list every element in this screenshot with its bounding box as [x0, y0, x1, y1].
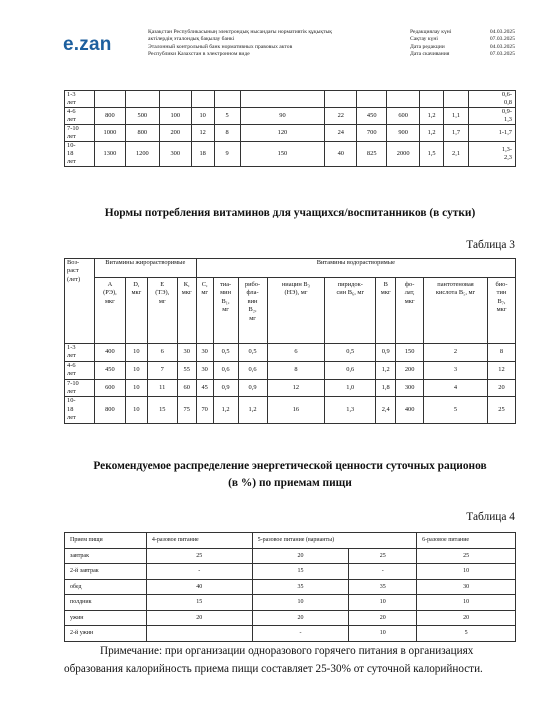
value-cell: 70	[196, 397, 213, 423]
date-label: Сақтау күні	[410, 36, 438, 43]
note-text: Примечание: при организации одноразового горячего питания в организациях образования калорийность приема пищи составляет 25-30% от суточной калорийности.	[64, 645, 483, 675]
date-value: 07.03.2025	[489, 51, 515, 58]
value-cell: 10	[349, 595, 417, 611]
value-cell: 10	[125, 344, 147, 362]
value-cell: 1,2	[213, 397, 238, 423]
date-label: Редакциялау күні	[410, 29, 452, 35]
value-cell: 900	[387, 125, 420, 142]
column-header-cell-line: вин	[247, 297, 258, 305]
date-value: 04.03.2025	[489, 43, 515, 50]
age-header-cell-line: раст	[67, 267, 79, 275]
value-cell: 1,2	[420, 108, 444, 125]
value-cell: 20	[487, 379, 515, 397]
column-header-cell-line: мг	[201, 289, 208, 297]
value-cell-line: 0,8	[504, 99, 512, 106]
value-cell: 10	[252, 595, 349, 611]
table-row	[65, 579, 516, 595]
value-cell: 120	[240, 125, 325, 142]
column-header-cell	[125, 278, 147, 344]
table-row	[65, 91, 516, 108]
value-cell: 1,5	[420, 142, 444, 167]
header-line: актілердің эталондық бақылау банкі	[148, 36, 235, 43]
value-cell: 40	[325, 142, 357, 167]
value-cell: 25	[349, 548, 417, 564]
column-header-cell-line: мкг	[131, 289, 142, 297]
value-cell: -	[349, 564, 417, 580]
table-row	[65, 142, 516, 167]
column-header-cell-line: К,	[183, 281, 190, 288]
age-cell	[65, 344, 95, 362]
column-header-cell	[487, 278, 515, 344]
value-cell: 30	[417, 579, 516, 595]
meal-label-cell: полдник	[65, 595, 147, 611]
value-cell: 150	[396, 344, 424, 362]
column-header-cell-line: мг	[222, 306, 229, 314]
value-cell: 10	[125, 379, 147, 397]
age-cell	[65, 125, 95, 142]
value-cell	[159, 91, 191, 108]
value-cell: 30	[196, 361, 213, 379]
value-cell-line: 1,3-	[501, 146, 512, 153]
value-cell: 1,1	[444, 108, 469, 125]
value-cell: 10	[125, 361, 147, 379]
value-cell: 25	[417, 548, 516, 564]
value-cell: 7	[147, 361, 177, 379]
age-cell-line: 18	[67, 150, 74, 157]
value-cell	[240, 91, 325, 108]
value-cell: 1,7	[444, 125, 469, 142]
value-cell: 0,9	[238, 379, 267, 397]
meal-label-cell: 2-й завтрак	[65, 564, 147, 580]
value-cell: 9	[214, 142, 240, 167]
table3-number: Таблица 3	[466, 239, 515, 251]
table-row	[65, 108, 516, 125]
age-cell-line: 1-3	[67, 91, 76, 98]
value-cell-line: 0,6-	[501, 91, 512, 98]
column-header-cell	[325, 278, 376, 344]
value-cell: 4	[424, 379, 488, 397]
column-header-cell-line: мг	[158, 297, 166, 305]
value-cell: 10	[125, 397, 147, 423]
value-cell: 2	[424, 344, 488, 362]
age-cell-line: 1-3	[67, 344, 76, 351]
value-cell: 40	[146, 579, 252, 595]
value-cell: 60	[177, 379, 196, 397]
value-cell-line: 0,9-	[501, 108, 512, 115]
fat-soluble-group-header: Витамины жирорастворимые	[94, 259, 196, 278]
value-cell: 825	[357, 142, 387, 167]
header-date-row	[410, 44, 515, 51]
value-cell: 0,5	[325, 344, 376, 362]
meal-label-cell: обед	[65, 579, 147, 595]
value-cell: 8	[214, 125, 240, 142]
meal-label-cell: завтрак	[65, 548, 147, 564]
table-header-row	[65, 259, 516, 278]
value-cell: 700	[357, 125, 387, 142]
value-cell	[125, 91, 159, 108]
column-header-cell-line: B₁,	[221, 297, 230, 305]
column-header-cell	[196, 278, 213, 344]
value-cell: 6	[267, 344, 325, 362]
header-date-row	[410, 36, 515, 43]
column-header-cell-line: тин	[496, 289, 507, 297]
age-header-cell-line: (лет)	[67, 275, 81, 283]
value-cell: 0,6	[325, 361, 376, 379]
table-row	[65, 626, 516, 642]
value-cell: -	[252, 626, 349, 642]
value-cell: 450	[94, 361, 125, 379]
column-header-cell	[238, 278, 267, 344]
value-cell	[191, 91, 214, 108]
table-row	[65, 595, 516, 611]
value-cell	[420, 91, 444, 108]
value-cell: 1,2	[420, 125, 444, 142]
column-header-cell-line: Е	[160, 281, 165, 288]
value-cell: 11	[147, 379, 177, 397]
value-cell: 20	[252, 548, 349, 564]
value-cell: 90	[240, 108, 325, 125]
age-cell-line: лет	[67, 99, 76, 106]
age-cell-line: 10-	[67, 142, 76, 149]
date-label: Дата редакции	[410, 43, 445, 50]
age-cell-line: лет	[67, 133, 76, 140]
date-value: 04.03.2025	[489, 29, 515, 35]
age-cell-line: лет	[67, 370, 76, 378]
age-cell-line: 4-6	[67, 361, 76, 369]
column-header-cell-line: тиа-	[220, 281, 232, 288]
value-cell: 35	[349, 579, 417, 595]
column-header-cell-line: фо-	[404, 281, 415, 288]
value-cell: 20	[349, 610, 417, 626]
value-cell: 0,9	[213, 379, 238, 397]
value-cell: 15	[146, 595, 252, 611]
column-header-cell-line: био-	[495, 281, 508, 288]
age-header-cell-line: Воз-	[67, 259, 80, 266]
value-cell: 1,3	[325, 397, 376, 423]
value-cell	[357, 91, 387, 108]
age-cell-line: лет	[67, 414, 76, 422]
value-cell: 0,6	[238, 361, 267, 379]
value-cell: 450	[357, 108, 387, 125]
value-cell: 20	[417, 610, 516, 626]
column-header-cell	[396, 278, 424, 344]
table-row	[65, 610, 516, 626]
value-cell: 200	[159, 125, 191, 142]
value-cell	[444, 91, 469, 108]
column-header-cell-line: С,	[201, 281, 208, 288]
value-cell	[214, 91, 240, 108]
column-header-cell-line: мин	[220, 289, 232, 297]
value-cell: 12	[191, 125, 214, 142]
table-row	[65, 564, 516, 580]
value-cell: 3	[424, 361, 488, 379]
value-cell	[469, 108, 516, 125]
header-source-text	[148, 29, 408, 59]
date-value: 07.03.2025	[489, 36, 515, 43]
column-header-cell-line: пиридок-	[337, 281, 363, 288]
column-header-cell-line: мкг	[181, 289, 192, 297]
value-cell: 8	[267, 361, 325, 379]
column-header-cell: 5-разовое питание (варианты)	[252, 533, 417, 549]
column-header-cell	[147, 278, 177, 344]
value-cell: 8	[487, 344, 515, 362]
ezan-logo: e.zan	[63, 34, 112, 55]
table4-title	[64, 458, 516, 492]
value-cell: 16	[267, 397, 325, 423]
value-cell: 0,5	[238, 344, 267, 362]
table-row	[65, 548, 516, 564]
value-cell: 15	[252, 564, 349, 580]
value-cell: 800	[94, 397, 125, 423]
value-cell: 0,5	[213, 344, 238, 362]
column-header-cell	[213, 278, 238, 344]
value-cell	[469, 91, 516, 108]
value-cell: 10	[417, 564, 516, 580]
age-cell-line: 10-	[67, 397, 76, 405]
value-cell: 0,9	[376, 344, 396, 362]
table4-number: Таблица 4	[466, 511, 515, 523]
value-cell: 1000	[94, 125, 125, 142]
column-header-cell-line: мкг	[380, 289, 391, 297]
table-header-row	[65, 533, 516, 549]
value-cell: 12	[487, 361, 515, 379]
value-cell: 300	[396, 379, 424, 397]
value-cell: 20	[146, 610, 252, 626]
column-header-cell	[177, 278, 196, 344]
value-cell: 600	[387, 108, 420, 125]
age-cell-line: 4-6	[67, 108, 76, 115]
value-cell: 10	[417, 595, 516, 611]
value-cell: 400	[396, 397, 424, 423]
table-row	[65, 344, 516, 362]
age-cell	[65, 379, 95, 397]
column-header-cell	[376, 278, 396, 344]
column-header-cell-line: фла-	[246, 289, 259, 297]
energy-distribution-table	[64, 532, 516, 642]
value-cell: 2,4	[376, 397, 396, 423]
value-cell: 10	[191, 108, 214, 125]
column-header-cell-line: B	[383, 281, 388, 288]
column-header-cell: 4-разовое питание	[146, 533, 252, 549]
column-header-cell-line: B₇,	[497, 297, 506, 305]
column-header-cell-line: мкг	[496, 306, 507, 314]
value-cell: 55	[177, 361, 196, 379]
value-cell: 2,1	[444, 142, 469, 167]
value-cell: 0,6	[213, 361, 238, 379]
column-header-cell	[267, 278, 325, 344]
age-cell-line: лет	[67, 116, 76, 123]
value-cell: 22	[325, 108, 357, 125]
column-header-cell-line: пантотеновая	[437, 281, 474, 288]
column-header-cell-line: кислота B₅, мг	[435, 289, 476, 297]
value-cell: 300	[159, 142, 191, 167]
age-cell-line: 18	[67, 405, 74, 413]
table-row	[65, 361, 516, 379]
value-cell	[146, 626, 252, 642]
value-cell	[469, 142, 516, 167]
value-cell-line: 2,3	[504, 154, 512, 161]
value-cell: 5	[417, 626, 516, 642]
age-cell	[65, 108, 95, 125]
value-cell: 45	[196, 379, 213, 397]
value-cell: 6	[147, 344, 177, 362]
header-date-row	[410, 29, 515, 36]
age-cell	[65, 397, 95, 423]
column-header-cell: 6-разовое питание	[417, 533, 516, 549]
table-header-row	[65, 278, 516, 344]
value-cell: 20	[252, 610, 349, 626]
date-label: Дата скачивания	[410, 51, 450, 58]
note-paragraph	[64, 642, 519, 678]
column-header-cell-line: ниацин B₃	[281, 281, 310, 288]
value-cell: 25	[487, 397, 515, 423]
age-cell-line: лет	[67, 158, 76, 165]
column-header-cell-line: син B₆, мг	[336, 289, 365, 297]
age-cell	[65, 91, 95, 108]
value-cell: 15	[147, 397, 177, 423]
table4-title-line: Рекомендуемое распределение энергетической ценности суточных рационов	[93, 460, 487, 472]
value-cell: 18	[191, 142, 214, 167]
age-header-cell	[65, 259, 95, 344]
value-cell: 75	[177, 397, 196, 423]
value-cell: 150	[240, 142, 325, 167]
column-header-cell-line: рибо-	[244, 281, 261, 288]
table-row	[65, 125, 516, 142]
age-cell	[65, 142, 95, 167]
column-header-cell-line: D,	[133, 281, 140, 288]
value-cell	[387, 91, 420, 108]
column-header-cell-line: B₂,	[248, 306, 257, 314]
column-header-cell	[424, 278, 488, 344]
header-date-row	[410, 51, 515, 58]
table-row	[65, 379, 516, 397]
value-cell: 200	[396, 361, 424, 379]
table3-title: Нормы потребления витаминов для учащихся/воспитанников (в сутки)	[104, 207, 476, 219]
column-header-cell	[94, 278, 125, 344]
age-cell-line: 7-10	[67, 125, 79, 132]
table4-title-line: (в %) по приемам пищи	[228, 477, 352, 489]
value-cell: 24	[325, 125, 357, 142]
value-cell: 800	[94, 108, 125, 125]
age-cell-line: лет	[67, 388, 76, 396]
value-cell: 5	[214, 108, 240, 125]
value-cell	[325, 91, 357, 108]
value-cell: 25	[146, 548, 252, 564]
value-cell: 10	[349, 626, 417, 642]
header-line: Эталонный контрольный банк нормативных правовых актов	[148, 43, 293, 50]
value-cell: 1,2	[376, 361, 396, 379]
column-header-cell-line: лат,	[404, 289, 415, 297]
meal-label-cell: ужин	[65, 610, 147, 626]
column-header-cell-line: мг	[249, 314, 256, 322]
water-soluble-group-header: Витамины водорастворимые	[196, 259, 515, 278]
value-cell: 600	[94, 379, 125, 397]
column-header-cell-line: (НЭ), мг	[284, 289, 308, 297]
column-header-cell-line: мкг	[105, 297, 115, 305]
column-header-cell-line: (РЭ),	[103, 289, 117, 297]
value-cell-line: 1,3	[504, 116, 512, 123]
vitamin-norms-table	[64, 258, 516, 424]
value-cell: 1200	[125, 142, 159, 167]
value-cell	[469, 125, 516, 142]
value-cell: 1,2	[238, 397, 267, 423]
value-cell: 500	[125, 108, 159, 125]
column-header-cell-line: А	[107, 281, 113, 288]
value-cell	[94, 91, 125, 108]
value-cell: 30	[196, 344, 213, 362]
age-cell	[65, 361, 95, 379]
column-header-cell-line: (ТЭ),	[155, 289, 170, 297]
value-cell-line: 1-1,7	[498, 129, 512, 136]
value-cell: 1,0	[325, 379, 376, 397]
value-cell: 800	[125, 125, 159, 142]
age-cell-line: 7-10	[67, 379, 79, 387]
age-cell-line: лет	[67, 352, 76, 360]
meal-label-cell: 2-й ужин	[65, 626, 147, 642]
value-cell: 400	[94, 344, 125, 362]
mineral-norms-table-continuation	[64, 90, 516, 167]
value-cell: 30	[177, 344, 196, 362]
value-cell: 12	[267, 379, 325, 397]
column-header-cell: Прием пищи	[65, 533, 147, 549]
column-header-cell-line: мкг	[404, 297, 415, 305]
table-row	[65, 397, 516, 423]
header-line: Қазақстан Республикасының электрондық нысандағы нормативтік құқықтық	[148, 29, 332, 35]
value-cell: 35	[252, 579, 349, 595]
value-cell: 100	[159, 108, 191, 125]
value-cell: 1,8	[376, 379, 396, 397]
header-line: Республики Казахстан в электронном виде	[148, 51, 250, 58]
value-cell: 1300	[94, 142, 125, 167]
value-cell: 5	[424, 397, 488, 423]
value-cell: -	[146, 564, 252, 580]
header-dates	[410, 29, 515, 59]
value-cell: 2000	[387, 142, 420, 167]
